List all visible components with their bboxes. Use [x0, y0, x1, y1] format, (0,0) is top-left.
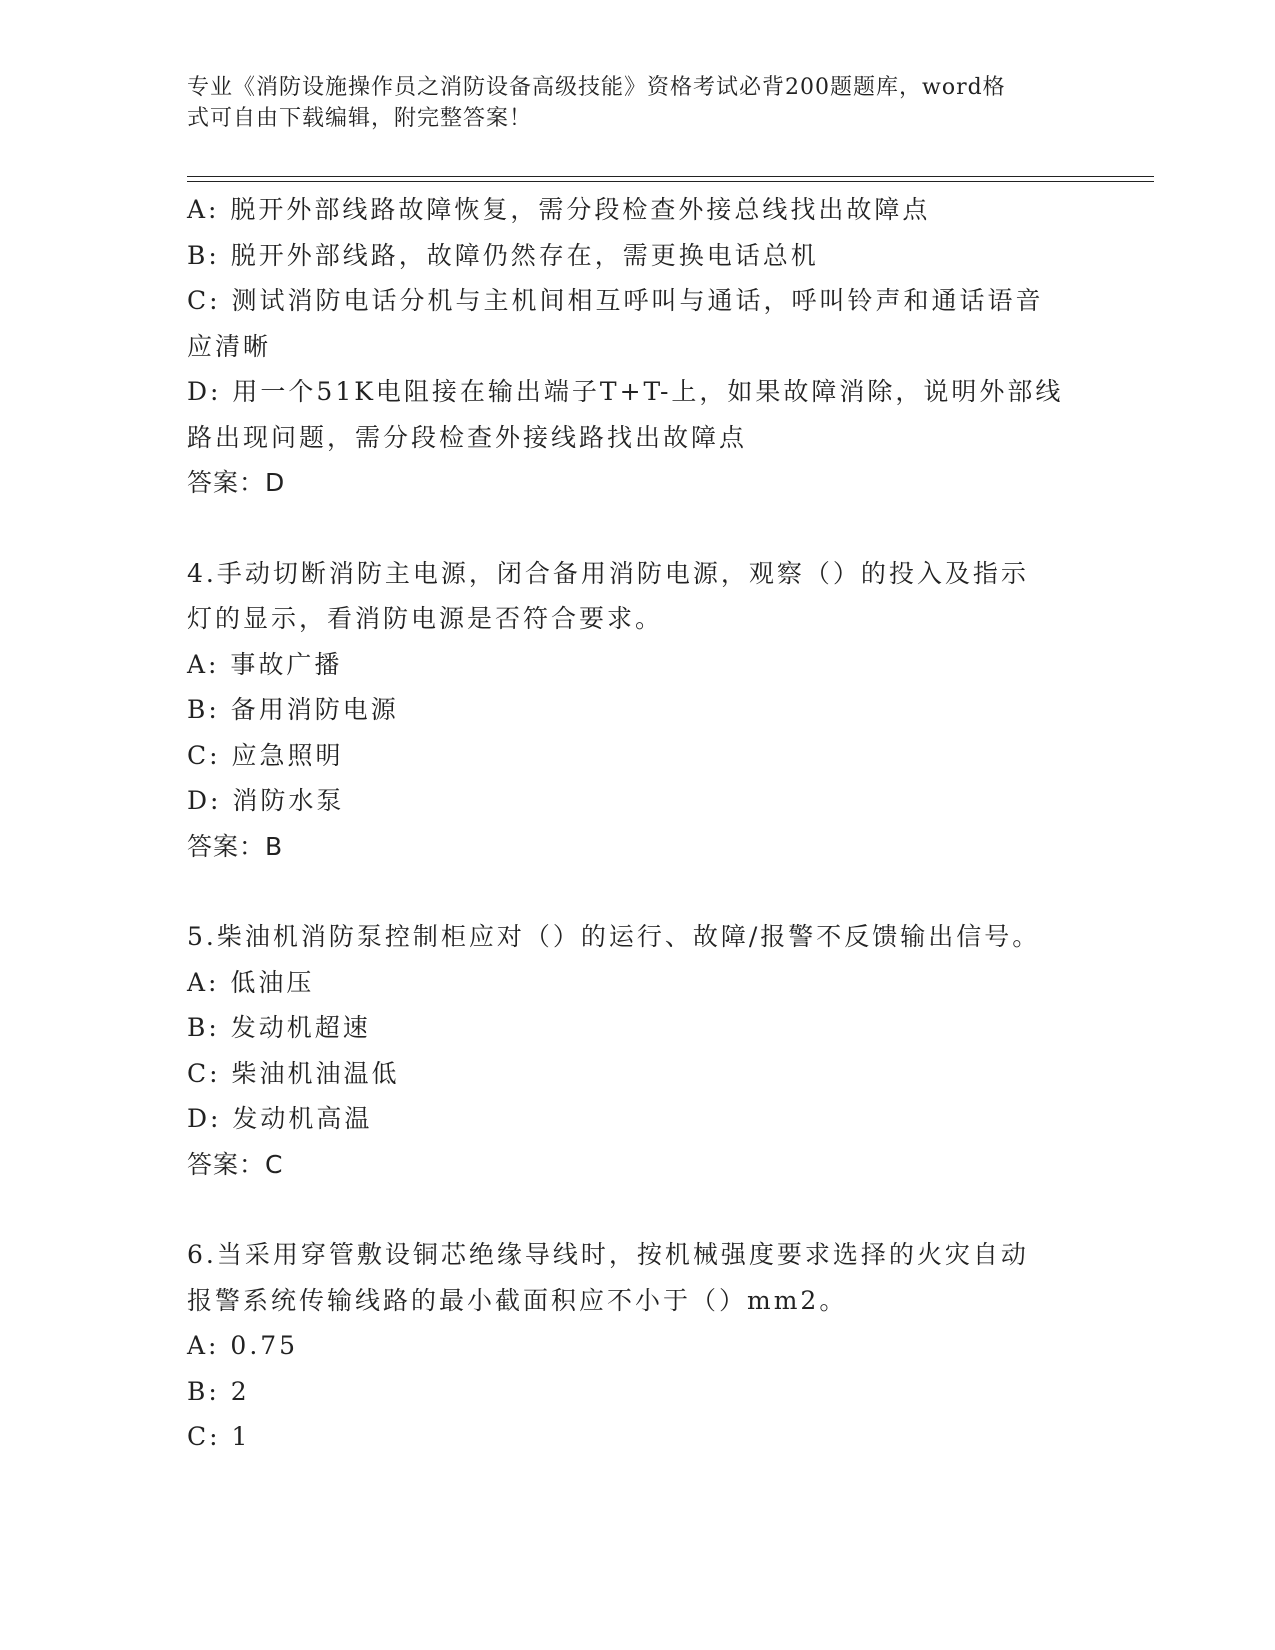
option-c: C: 1: [187, 1422, 251, 1451]
answer: 答案：D: [187, 468, 286, 497]
option-b: B: 2: [187, 1376, 250, 1406]
spacer: [187, 1187, 1087, 1232]
option-c: C: 应急照明: [187, 740, 344, 770]
question-text: 5.柴油机消防泵控制柜应对（）的运行、故障/报警不反馈输出信号。: [187, 922, 1041, 951]
option-d-continued: 路出现问题，需分段检查外接线路找出故障点: [187, 422, 748, 452]
answer: 答案：C: [187, 1149, 284, 1179]
question-text: 6.当采用穿管敷设铜芯绝缘导线时，按机械强度要求选择的火灾自动: [187, 1240, 1029, 1269]
header-line-2: 式可自由下载编辑，附完整答案！: [187, 106, 533, 131]
option-c-continued: 应清晰: [187, 331, 272, 361]
answer: 答案：B: [187, 831, 284, 861]
option-b: B: 备用消防电源: [187, 695, 399, 724]
document-header: [187, 72, 1087, 134]
question-6: [187, 1232, 1087, 1460]
option-a: A: 脱开外部线路故障恢复，需分段检查外接总线找出故障点: [187, 195, 931, 224]
question-4: [187, 551, 1087, 870]
question-3: [187, 187, 1087, 506]
question-text: 4.手动切断消防主电源，闭合备用消防电源，观察（）的投入及指示: [187, 558, 1029, 588]
question-text-continued: 灯的显示，看消防电源是否符合要求。: [187, 604, 664, 633]
question-5: [187, 914, 1087, 1187]
option-a: A: 低油压: [187, 967, 315, 997]
header-line-1: 专业《消防设施操作员之消防设备高级技能》资格考试必背200题题库，word格: [187, 75, 1006, 100]
question-text-continued: 报警系统传输线路的最小截面积应不小于（）mm2。: [187, 1285, 848, 1315]
option-d: D: 发动机高温: [187, 1104, 373, 1133]
option-b: B: 脱开外部线路，故障仍然存在，需更换电话总机: [187, 240, 819, 270]
option-b: B: 发动机超速: [187, 1013, 371, 1042]
spacer: [187, 506, 1087, 551]
option-c: C: 柴油机油温低: [187, 1058, 400, 1088]
option-d: D: 消防水泵: [187, 786, 345, 815]
option-c: C: 测试消防电话分机与主机间相互呼叫与通话，呼叫铃声和通话语音: [187, 286, 1044, 315]
option-d: D: 用一个51K电阻接在输出端子T+T-上，如果故障消除，说明外部线: [187, 377, 1064, 406]
header-divider-top: [187, 176, 1154, 177]
document-body: [187, 187, 1087, 1460]
option-a: A: 事故广播: [187, 649, 343, 679]
header-divider-bottom: [187, 181, 1154, 182]
spacer: [187, 869, 1087, 914]
option-a: A: 0.75: [187, 1331, 299, 1360]
